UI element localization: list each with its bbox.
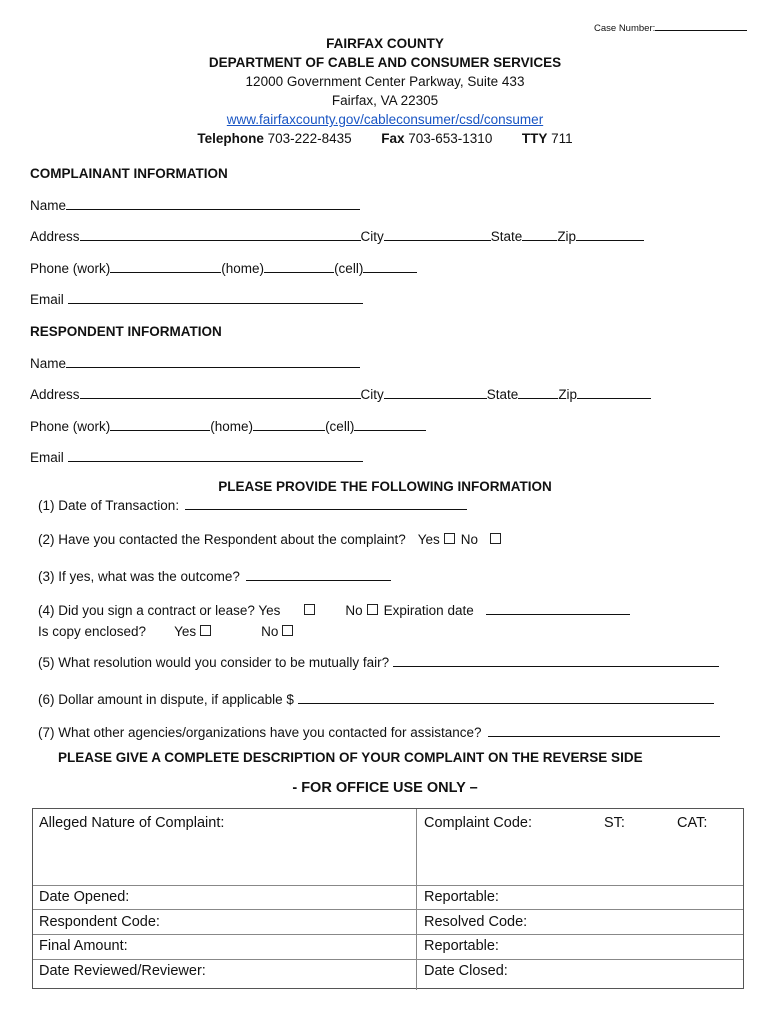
respondent-phone-field[interactable]: [30, 419, 426, 434]
alleged-nature-label: Alleged Nature of Complaint:: [39, 815, 225, 831]
q1-label: (1) Date of Transaction:: [38, 498, 180, 513]
telephone-value: 703-222-8435: [267, 131, 352, 146]
q4-no-checkbox[interactable]: [367, 604, 378, 615]
expiration-date-line[interactable]: [486, 603, 630, 615]
q5-label: (5) What resolution would you consider to be mutually fair?: [38, 655, 390, 670]
q4b-label: Is copy enclosed?: [38, 624, 147, 639]
q4-no-label: No: [345, 603, 363, 618]
respondent-phone-cell-label: (cell): [325, 419, 355, 434]
website-row: [0, 112, 770, 127]
respondent-zip-label: Zip: [558, 387, 578, 402]
date-closed-label: Date Closed:: [424, 963, 508, 979]
reverse-side-note: PLEASE GIVE A COMPLETE DESCRIPTION OF YOUR COMPLAINT ON THE REVERSE SIDE: [58, 750, 643, 765]
tty-value: 711: [551, 131, 573, 146]
q7-label: (7) What other agencies/organizations have you contacted for assistance?: [38, 725, 482, 740]
complainant-phone-cell-label: (cell): [334, 261, 364, 276]
office-use-table: [32, 808, 744, 989]
q6-label: (6) Dollar amount in dispute, if applicable $: [38, 692, 294, 707]
case-number-label: Case Number:: [594, 23, 656, 34]
q2-yes-checkbox[interactable]: [444, 533, 455, 544]
complainant-phone-work-label: Phone (work): [30, 261, 111, 276]
q1-date-field[interactable]: [38, 498, 467, 513]
address-line-2: Fairfax, VA 22305: [331, 93, 439, 108]
reportable-label-1: Reportable:: [424, 889, 499, 905]
respondent-name-label: Name: [30, 356, 67, 371]
website-link[interactable]: www.fairfaxcounty.gov/cableconsumer/csd/consumer: [226, 112, 544, 127]
respondent-name-field[interactable]: [30, 356, 360, 371]
respondent-state-label: State: [486, 387, 519, 402]
respondent-heading: RESPONDENT INFORMATION: [30, 324, 222, 339]
info-heading: PLEASE PROVIDE THE FOLLOWING INFORMATION: [218, 479, 552, 494]
q2-contacted-row: [38, 532, 501, 547]
fax-label: Fax: [381, 131, 405, 146]
department-title: DEPARTMENT OF CABLE AND CONSUMER SERVICES: [208, 55, 562, 70]
complainant-name-field[interactable]: [30, 198, 360, 213]
complainant-phone-home-label: (home): [221, 261, 265, 276]
q4-label: (4) Did you sign a contract or lease? Yes: [38, 603, 281, 618]
respondent-city-label: City: [360, 387, 384, 402]
q2-no-checkbox[interactable]: [490, 533, 501, 544]
q5-resolution-field[interactable]: [38, 655, 719, 670]
reportable-label-2: Reportable:: [424, 938, 499, 954]
date-reviewed-label: Date Reviewed/Reviewer:: [39, 963, 206, 979]
q3-outcome-field[interactable]: [38, 569, 391, 584]
q2-no-label: No: [460, 532, 479, 547]
respondent-address-label: Address: [30, 387, 80, 402]
q4-yes-checkbox[interactable]: [304, 604, 315, 615]
date-opened-label: Date Opened:: [39, 889, 130, 905]
complainant-state-label: State: [490, 229, 523, 244]
fax-value: 703-653-1310: [408, 131, 493, 146]
q4b-yes-checkbox[interactable]: [200, 625, 211, 636]
county-title: FAIRFAX COUNTY: [326, 36, 444, 51]
case-number-line: [655, 22, 747, 31]
complainant-email-label: Email: [30, 292, 64, 307]
q4b-yes-label: Yes: [174, 624, 197, 639]
respondent-email-label: Email: [30, 450, 64, 465]
address-line-1: 12000 Government Center Parkway, Suite 433: [245, 74, 525, 89]
st-label: ST:: [604, 815, 625, 831]
telephone-label: Telephone: [197, 131, 264, 146]
q3-label: (3) If yes, what was the outcome?: [38, 569, 240, 584]
complaint-code-label: Complaint Code:: [424, 815, 532, 831]
cat-label: CAT:: [677, 815, 708, 831]
respondent-code-label: Respondent Code:: [39, 914, 160, 930]
complainant-address-field[interactable]: [30, 229, 644, 244]
contact-row: [0, 131, 770, 146]
office-use-heading: - FOR OFFICE USE ONLY –: [292, 780, 478, 796]
case-number-field[interactable]: [594, 22, 747, 34]
complainant-address-label: Address: [30, 229, 80, 244]
q4b-copy-row: [38, 624, 293, 639]
resolved-code-label: Resolved Code:: [424, 914, 528, 930]
q2-yes-label: Yes: [417, 532, 440, 547]
respondent-phone-home-label: (home): [210, 419, 254, 434]
complainant-name-label: Name: [30, 198, 67, 213]
respondent-address-field[interactable]: [30, 387, 651, 402]
q6-dollar-field[interactable]: [38, 692, 714, 707]
q7-agencies-field[interactable]: [38, 725, 720, 740]
q4b-no-label: No: [261, 624, 279, 639]
complainant-city-label: City: [360, 229, 384, 244]
q2-label: (2) Have you contacted the Respondent about the complaint?: [38, 532, 406, 547]
complainant-zip-label: Zip: [557, 229, 577, 244]
q4-contract-row: [38, 603, 630, 618]
tty-label: TTY: [521, 131, 548, 146]
final-amount-label: Final Amount:: [39, 938, 128, 954]
expiration-date-label: Expiration date: [383, 603, 474, 618]
q4b-no-checkbox[interactable]: [282, 625, 293, 636]
complainant-phone-field[interactable]: [30, 261, 417, 276]
complainant-heading: COMPLAINANT INFORMATION: [30, 166, 228, 181]
respondent-phone-work-label: Phone (work): [30, 419, 111, 434]
complainant-email-field[interactable]: [30, 292, 363, 307]
respondent-email-field[interactable]: [30, 450, 363, 465]
